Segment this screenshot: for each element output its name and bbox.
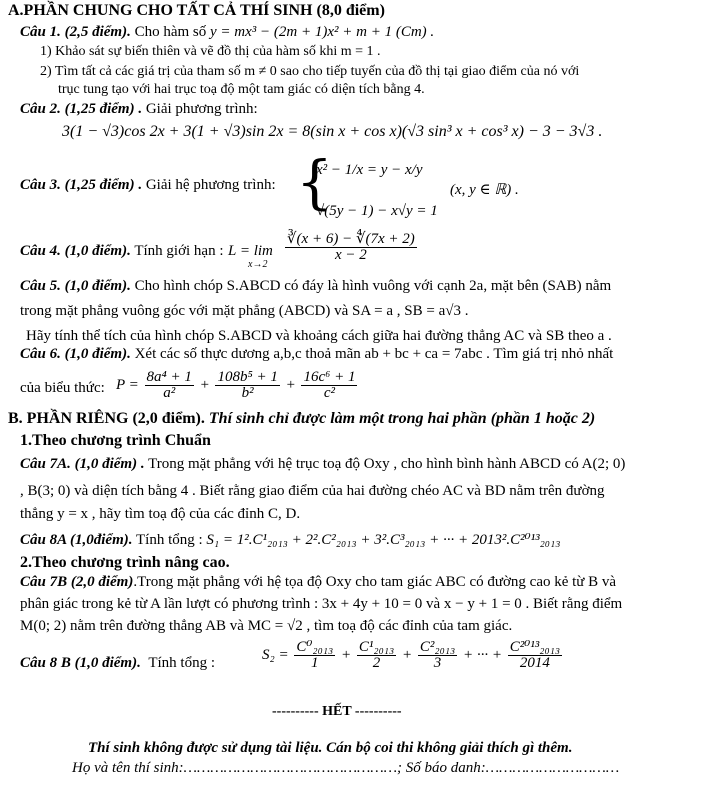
s2-term-n-num: C²⁰¹³₂₀₁₃ xyxy=(509,639,561,655)
question-5-label: Câu 5. (1,0 điểm). xyxy=(20,278,131,294)
system-brace: { xyxy=(296,148,333,216)
question-2-label: Câu 2. (1,25 điểm) . xyxy=(20,101,143,117)
question-4-label: Câu 4. (1,0 điểm). xyxy=(20,243,131,259)
p-term-1-num: 8a⁴ + 1 xyxy=(146,369,192,385)
limit-numerator: ∛(x + 6) − ∜(7x + 2) xyxy=(287,231,415,247)
limit-fraction xyxy=(283,232,419,263)
s2-term-2-num: C¹₂₀₁₃ xyxy=(358,639,395,655)
sum-s2: S₂ = $\frac{\text{C⁰₂₀₁₃}}{1}$ + $\frac{\text{C¹₂₀₁₃}}{2}$ + $\frac{\text{C²₂₀₁₃}}{3}$ + ··· + $\frac{\text{C²⁰¹³₂₀₁₃}}{2014}$ xyxy=(262,639,561,671)
p-term-2-num: 108b⁵ + 1 xyxy=(217,369,278,385)
question-3 xyxy=(20,177,276,194)
question-8a-label: Câu 8A (1,0điểm). xyxy=(20,532,133,548)
question-1-label: Câu 1. (2,5 điểm). xyxy=(20,24,131,40)
question-4 xyxy=(20,243,224,260)
question-7a-label: Câu 7A. (1,0 điểm) . xyxy=(20,456,145,472)
footer-candidate-info: Họ và tên thí sinh:…………………………………………; Số báo danh:………………………… xyxy=(72,760,620,776)
question-3-text: Giải hệ phương trình: xyxy=(145,177,276,193)
s2-term-n-den: 2014 xyxy=(519,655,550,671)
question-7b xyxy=(20,574,616,591)
question-1-part-2-line-1: 2) Tìm tất cả các giá trị của tham số m ≠ 0 sao cho tiếp tuyến của đồ thị tại giao điểm của nó với xyxy=(40,64,580,79)
question-5-line-1: Cho hình chóp S.ABCD có đáy là hình vuông với cạnh 2a, mặt bên (SAB) nằm xyxy=(134,278,612,294)
question-7a xyxy=(20,456,625,473)
footer-note: Thí sinh không được sử dụng tài liệu. Cán bộ coi thi không giải thích gì thêm. xyxy=(88,740,573,756)
p-term-1-den: a² xyxy=(163,385,176,401)
question-6-line-1: Xét các số thực dương a,b,c thoả mãn ab + bc + ca = 7abc . Tìm giá trị nhỏ nhất xyxy=(134,346,614,362)
question-7b-line-1: .Trong mặt phẳng với hệ tọa độ Oxy cho tam giác ABC có đường cao kẻ từ B và xyxy=(133,574,617,590)
system-domain: (x, y ∈ ℝ) . xyxy=(450,182,519,198)
section-b-note: Thí sinh chỉ được làm một trong hai phần (phần 1 hoặc 2) xyxy=(208,410,596,427)
expression-p: P = $\frac{\text{8a⁴ + 1}}{\text{a²}}$ + $\frac{\text{108b⁵ + 1}}{\text{b²}}$ + $\frac{\text{16c⁶ + 1}}{\text{c²}}$ xyxy=(116,369,356,401)
end-marker: ---------- HẾT ---------- xyxy=(272,704,402,719)
section-a-title: A.PHẦN CHUNG CHO TẤT CẢ THÍ SINH (8,0 điểm) xyxy=(8,2,385,19)
question-7b-line-2: phân giác trong kẻ từ A lần lượt có phương trình : 3x + 4y + 10 = 0 và x − y + 1 = 0 . Biết rằng điểm xyxy=(20,596,623,612)
question-1-text: Cho hàm số xyxy=(134,24,207,40)
question-7a-line-3: thẳng y = x , hãy tìm toạ độ của các đỉnh C, D. xyxy=(20,506,301,522)
s2-term-2-den: 2 xyxy=(372,655,381,671)
question-2 xyxy=(20,101,258,118)
question-7a-line-2: , B(3; 0) và diện tích bằng 4 . Biết rằng giao điểm của hai đường chéo AC và BD nằm trên đường xyxy=(20,483,605,499)
question-6-label: Câu 6. (1,0 điểm). xyxy=(20,346,131,362)
question-8b xyxy=(20,655,215,672)
question-7a-line-1: Trong mặt phẳng với hệ trục toạ độ Oxy , cho hình bình hành ABCD có A(2; 0) xyxy=(148,456,626,472)
part-2-title: 2.Theo chương trình nâng cao. xyxy=(20,554,230,571)
s2-term-3-num: C²₂₀₁₃ xyxy=(419,639,456,655)
question-1-formula: y = mx³ − (2m + 1)x² + m + 1 (Cm) . xyxy=(210,24,435,40)
s2-term-1-den: 1 xyxy=(311,655,319,671)
limit-denominator: x − 2 xyxy=(335,247,367,263)
question-5-line-2: trong mặt phẳng vuông góc với mặt phẳng (ABCD) và SA = a , SB = a√3 . xyxy=(20,303,469,319)
question-2-text: Giải phương trình: xyxy=(145,101,258,117)
question-6-line-2: của biểu thức: xyxy=(20,380,105,396)
section-b xyxy=(8,410,595,428)
question-7b-line-3: M(0; 2) nằm trên đường thẳng AB và MC = √2 , tìm toạ độ các đỉnh của tam giác. xyxy=(20,618,513,634)
p-term-3-num: 16c⁶ + 1 xyxy=(303,369,356,385)
section-b-title: B. PHẦN RIÊNG (2,0 điểm). xyxy=(8,410,205,427)
s2-term-1-num: C⁰₂₀₁₃ xyxy=(296,639,334,655)
question-7b-label: Câu 7B (2,0 điểm) xyxy=(20,574,134,590)
sum-s2-lhs: S₂ = xyxy=(262,646,289,663)
limit-lhs: L = lim xyxy=(228,243,273,259)
question-1-part-1: 1) Khảo sát sự biến thiên và vẽ đồ thị của hàm số khi m = 1 . xyxy=(40,44,381,59)
p-term-3-den: c² xyxy=(323,385,336,401)
question-1-part-2-line-2: trục tung tạo với hai trục toạ độ một tam giác có diện tích bằng 4. xyxy=(58,82,425,97)
question-8a-formula: S₁ = 1².C¹₂₀₁₃ + 2².C²₂₀₁₃ + 3².C³₂₀₁₃ + ··· + 2013².C²⁰¹³₂₀₁₃ xyxy=(206,532,561,548)
question-3-label: Câu 3. (1,25 điểm) . xyxy=(20,177,143,193)
question-6 xyxy=(20,346,613,363)
question-2-formula: 3(1 − √3)cos 2x + 3(1 + √3)sin 2x = 8(sin x + cos x)(√3 sin³ x + cos³ x) − 3 − 3√3 . xyxy=(62,123,603,140)
question-1 xyxy=(20,24,434,41)
question-8a xyxy=(20,530,560,549)
s2-term-3-den: 3 xyxy=(433,655,442,671)
p-term-2-den: b² xyxy=(241,385,254,401)
question-8b-text: Tính tổng : xyxy=(148,655,216,671)
question-5 xyxy=(20,278,611,295)
system-equation-2: √(5y − 1) − x√y = 1 xyxy=(316,203,438,219)
limit-subscript: x→2 xyxy=(248,259,268,270)
system-equation-1: x² − 1/x = y − x/y xyxy=(316,162,423,178)
part-1-title: 1.Theo chương trình Chuẩn xyxy=(20,432,211,449)
question-8a-text: Tính tổng : xyxy=(136,532,203,548)
question-4-text: Tính giới hạn : xyxy=(134,243,224,259)
question-5-line-3: Hãy tính thể tích của hình chóp S.ABCD và khoảng cách giữa hai đường thẳng AC và SB theo a . xyxy=(26,328,612,344)
expression-p-lhs: P = xyxy=(116,376,139,393)
question-8b-label: Câu 8 B (1,0 điểm). xyxy=(20,655,141,671)
